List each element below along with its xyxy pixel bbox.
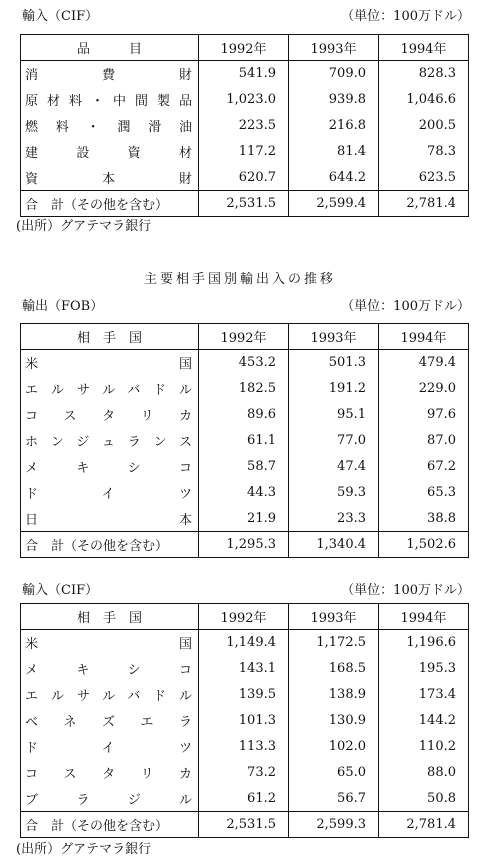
table2-unit: （単位：100万ドル）: [341, 299, 470, 314]
column-header-1994: 1994年: [379, 604, 469, 630]
row-label-text: 原材料・中間製品: [25, 94, 192, 109]
value-cell: 1,172.5: [289, 630, 379, 656]
row-label: [21, 734, 199, 760]
value-cell: 67.2: [379, 454, 469, 480]
value-cell: 709.0: [289, 61, 379, 87]
value-cell: 2,781.4: [379, 812, 469, 838]
row-label: [21, 428, 199, 454]
value-cell: 828.3: [379, 61, 469, 87]
table-row: [21, 760, 469, 786]
value-cell: 47.4: [289, 454, 379, 480]
value-cell: 81.4: [289, 139, 379, 165]
row-label-text: 燃料・潤滑油: [25, 120, 192, 135]
row-label-text: 合 計（その他を含む）: [25, 539, 169, 554]
row-label-text: 消費財: [25, 68, 192, 84]
value-cell: 195.3: [379, 656, 469, 682]
table1-unit: （単位：100万ドル）: [341, 9, 470, 24]
value-cell: 65.0: [289, 760, 379, 786]
row-label: [21, 61, 199, 87]
value-cell: 23.3: [289, 506, 379, 532]
value-cell: 623.5: [379, 165, 469, 191]
value-cell: 216.8: [289, 113, 379, 139]
row-label-text: 建設資材: [25, 146, 192, 161]
row-label: [21, 350, 199, 376]
value-cell: 1,502.6: [379, 532, 469, 558]
row-label: [21, 454, 199, 480]
table1-title: 輸入（CIF）: [22, 9, 99, 24]
row-label-text: 資本財: [25, 171, 192, 187]
value-cell: 87.0: [379, 428, 469, 454]
value-cell: 501.3: [289, 350, 379, 376]
value-cell: 2,531.5: [199, 812, 289, 838]
row-label-text: 合 計（その他を含む）: [25, 819, 169, 834]
value-cell: 73.2: [199, 760, 289, 786]
value-cell: 138.9: [289, 682, 379, 708]
value-cell: 200.5: [379, 113, 469, 139]
value-cell: 223.5: [199, 113, 289, 139]
value-cell: 130.9: [289, 708, 379, 734]
value-cell: 479.4: [379, 350, 469, 376]
value-cell: 173.4: [379, 682, 469, 708]
table3-title: 輸入（CIF）: [22, 583, 99, 598]
value-cell: 1,295.3: [199, 532, 289, 558]
value-cell: 2,531.5: [199, 191, 289, 217]
row-label: [21, 376, 199, 402]
row-label-text: メキシコ: [25, 663, 192, 678]
value-cell: 88.0: [379, 760, 469, 786]
value-cell: 453.2: [199, 350, 289, 376]
column-header-1993: 1993年: [289, 604, 379, 630]
table-row: [21, 376, 469, 402]
total-label: [21, 532, 199, 558]
row-label: [21, 786, 199, 812]
row-label: [21, 139, 199, 165]
row-label: [21, 708, 199, 734]
table3-unit: （単位：100万ドル）: [341, 583, 470, 598]
row-label-text: 米国: [25, 637, 192, 653]
column-header-1992: 1992年: [199, 604, 289, 630]
table-row: [21, 630, 469, 656]
total-label: [21, 812, 199, 838]
row-label-text: ドイツ: [25, 487, 192, 502]
value-cell: 541.9: [199, 61, 289, 87]
exports-by-partner-table: [20, 323, 469, 558]
value-cell: 44.3: [199, 480, 289, 506]
row-label-text: 日本: [25, 512, 192, 528]
value-cell: 182.5: [199, 376, 289, 402]
row-label-text: ブラジル: [25, 792, 192, 808]
row-label-text: コスタリカ: [25, 767, 192, 782]
total-row: [21, 191, 469, 217]
value-cell: 65.3: [379, 480, 469, 506]
row-label-text: エルサルバドル: [25, 383, 192, 398]
table-row: [21, 113, 469, 139]
row-label: [21, 506, 199, 532]
row-label-text: ドイツ: [25, 741, 192, 756]
value-cell: 168.5: [289, 656, 379, 682]
table-row: [21, 682, 469, 708]
row-label-text: 合 計（その他を含む）: [25, 198, 169, 213]
imports-by-item-table: [20, 34, 469, 217]
table-row: [21, 87, 469, 113]
table-row: [21, 708, 469, 734]
table-row: [21, 165, 469, 191]
table-row: [21, 656, 469, 682]
column-header-partner: 相 手 国: [21, 604, 199, 630]
value-cell: 939.8: [289, 87, 379, 113]
value-cell: 139.5: [199, 682, 289, 708]
table-row: [21, 350, 469, 376]
total-row: [21, 532, 469, 558]
total-label: [21, 191, 199, 217]
value-cell: 58.7: [199, 454, 289, 480]
value-cell: 50.8: [379, 786, 469, 812]
value-cell: 61.2: [199, 786, 289, 812]
row-label: [21, 656, 199, 682]
value-cell: 191.2: [289, 376, 379, 402]
table1-source: (出所）グアテマラ銀行: [16, 219, 152, 234]
value-cell: 229.0: [379, 376, 469, 402]
value-cell: 113.3: [199, 734, 289, 760]
table-row: [21, 480, 469, 506]
value-cell: 110.2: [379, 734, 469, 760]
value-cell: 2,599.4: [289, 191, 379, 217]
value-cell: 59.3: [289, 480, 379, 506]
value-cell: 1,046.6: [379, 87, 469, 113]
value-cell: 61.1: [199, 428, 289, 454]
row-label: [21, 682, 199, 708]
column-header-1992: 1992年: [199, 324, 289, 350]
total-row: [21, 812, 469, 838]
table-row: [21, 61, 469, 87]
column-header-1992: 1992年: [199, 35, 289, 61]
value-cell: 1,196.6: [379, 630, 469, 656]
value-cell: 143.1: [199, 656, 289, 682]
value-cell: 38.8: [379, 506, 469, 532]
row-label-text: ホンジュランス: [25, 435, 192, 450]
row-label: [21, 402, 199, 428]
value-cell: 21.9: [199, 506, 289, 532]
value-cell: 1,149.4: [199, 630, 289, 656]
table-row: [21, 734, 469, 760]
value-cell: 1,023.0: [199, 87, 289, 113]
column-header-1994: 1994年: [379, 35, 469, 61]
value-cell: 95.1: [289, 402, 379, 428]
value-cell: 1,340.4: [289, 532, 379, 558]
table-row: [21, 428, 469, 454]
value-cell: 102.0: [289, 734, 379, 760]
table-row: [21, 506, 469, 532]
row-label: [21, 113, 199, 139]
section-title: 主要相手国別輸出入の推移: [143, 272, 336, 287]
table2-title: 輸出（FOB）: [22, 299, 104, 314]
value-cell: 117.2: [199, 139, 289, 165]
value-cell: 2,599.3: [289, 812, 379, 838]
value-cell: 101.3: [199, 708, 289, 734]
row-label: [21, 165, 199, 191]
table-row: [21, 786, 469, 812]
row-label: [21, 760, 199, 786]
value-cell: 56.7: [289, 786, 379, 812]
row-label-text: ベネズエラ: [25, 715, 192, 730]
value-cell: 97.6: [379, 402, 469, 428]
value-cell: 620.7: [199, 165, 289, 191]
table-row: [21, 454, 469, 480]
column-header-partner: 相 手 国: [21, 324, 199, 350]
imports-by-partner-table: [20, 603, 469, 838]
value-cell: 144.2: [379, 708, 469, 734]
row-label: [21, 630, 199, 656]
row-label-text: エルサルバドル: [25, 689, 192, 704]
value-cell: 78.3: [379, 139, 469, 165]
row-label: [21, 480, 199, 506]
column-header-1993: 1993年: [289, 324, 379, 350]
value-cell: 89.6: [199, 402, 289, 428]
value-cell: 77.0: [289, 428, 379, 454]
row-label-text: メキシコ: [25, 461, 192, 476]
row-label-text: コスタリカ: [25, 409, 192, 424]
value-cell: 2,781.4: [379, 191, 469, 217]
table-row: [21, 402, 469, 428]
table3-source: (出所）グアテマラ銀行: [16, 842, 152, 857]
column-header-item: 品 目: [21, 35, 199, 61]
value-cell: 644.2: [289, 165, 379, 191]
row-label-text: 米国: [25, 357, 192, 373]
column-header-1993: 1993年: [289, 35, 379, 61]
table-row: [21, 139, 469, 165]
column-header-1994: 1994年: [379, 324, 469, 350]
row-label: [21, 87, 199, 113]
